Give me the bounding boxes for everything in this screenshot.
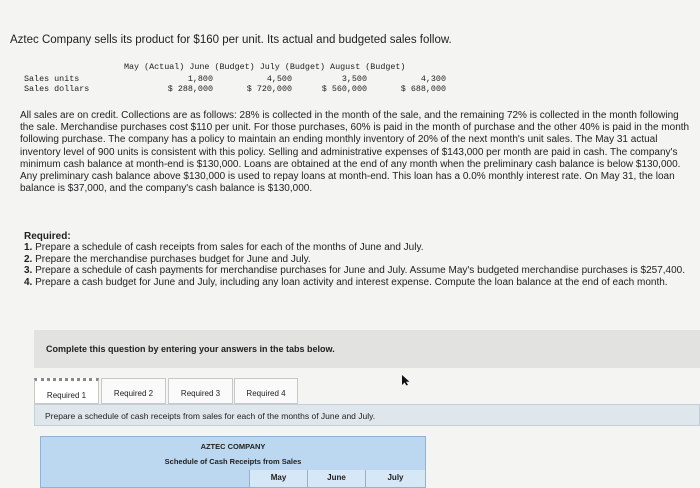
required-item-1: 1. Prepare a schedule of cash receipts from sales for each of the months of June and July. bbox=[24, 242, 424, 253]
tab-required-4[interactable]: Required 4 bbox=[234, 378, 298, 404]
row-label-sales-units: Sales units bbox=[24, 74, 80, 84]
instructions-text: Complete this question by entering your answers in the tabs below. bbox=[46, 344, 335, 354]
tab-required-3[interactable]: Required 3 bbox=[168, 378, 233, 404]
schedule-company-name: AZTEC COMPANY bbox=[200, 442, 266, 451]
cell-may-dollars: $ 288,000 bbox=[167, 84, 213, 94]
cell-august-dollars: $ 688,000 bbox=[400, 84, 446, 94]
cell-may-units: 1,800 bbox=[187, 74, 213, 84]
cell-july-dollars: $ 560,000 bbox=[321, 84, 367, 94]
sales-table-header: May (Actual) June (Budget) July (Budget) August (Budget) bbox=[124, 62, 406, 72]
cell-july-units: 3,500 bbox=[341, 74, 367, 84]
cell-june-units: 4,500 bbox=[266, 74, 292, 84]
tab-required-1[interactable]: Required 1 bbox=[34, 378, 99, 404]
schedule-title: Schedule of Cash Receipts from Sales bbox=[164, 457, 302, 466]
question-prompt-bar bbox=[34, 404, 700, 426]
column-header-july: July bbox=[365, 470, 425, 487]
row-label-sales-dollars: Sales dollars bbox=[24, 84, 90, 94]
cell-june-dollars: $ 720,000 bbox=[246, 84, 292, 94]
tab-required-2[interactable]: Required 2 bbox=[101, 378, 166, 404]
instructions-panel bbox=[34, 330, 700, 368]
column-header-may: May bbox=[249, 470, 307, 487]
tab-bar bbox=[34, 378, 700, 404]
cash-receipts-schedule bbox=[40, 436, 426, 488]
required-list bbox=[24, 242, 694, 288]
cell-august-units: 4,300 bbox=[420, 74, 446, 84]
required-item-2: 2. Prepare the merchandise purchases budget for June and July. bbox=[24, 253, 311, 265]
required-title: Required: bbox=[24, 231, 71, 242]
required-item-3: 3. Prepare a schedule of cash payments for merchandise purchases for June and July. Assume May's budgeted merchandise purchases is $257,400. bbox=[24, 265, 685, 277]
problem-paragraph: All sales are on credit. Collections are as follows: 28% is collected in the month of the sale, and the remaining 72% is collected in the month following the sale. Merchandise purchases cost $110 per unit. For those purchases, 60% is paid in the month of purchase and the other 40% is paid in the month following purchase. The company has a policy to maintain an ending monthly inventory of 20% of the next month's unit sales. The May 31 actual inventory level of 900 units is consistent with this policy. Selling and administrative expenses of $143,000 per month are paid in cash. The company's minimum cash balance at month-end is $130,000. Loans are obtained at the end of any month when the preliminary cash balance is below $130,000. Any preliminary cash balance above $130,000 is used to repay loans at month-end. This loan has a 0.0% monthly interest rate. On May 31, the loan balance is $37,000, and the company's cash balance is $130,000. bbox=[20, 110, 690, 195]
question-prompt: Prepare a schedule of cash receipts from sales for each of the months of June and July. bbox=[45, 411, 376, 421]
column-header-june: June bbox=[307, 470, 365, 487]
problem-intro: Aztec Company sells its product for $160 per unit. Its actual and budgeted sales follow. bbox=[10, 34, 452, 46]
required-item-4: 4. Prepare a cash budget for June and July, including any loan activity and interest expense. Compute the loan balance at the end of each month. bbox=[24, 276, 668, 288]
